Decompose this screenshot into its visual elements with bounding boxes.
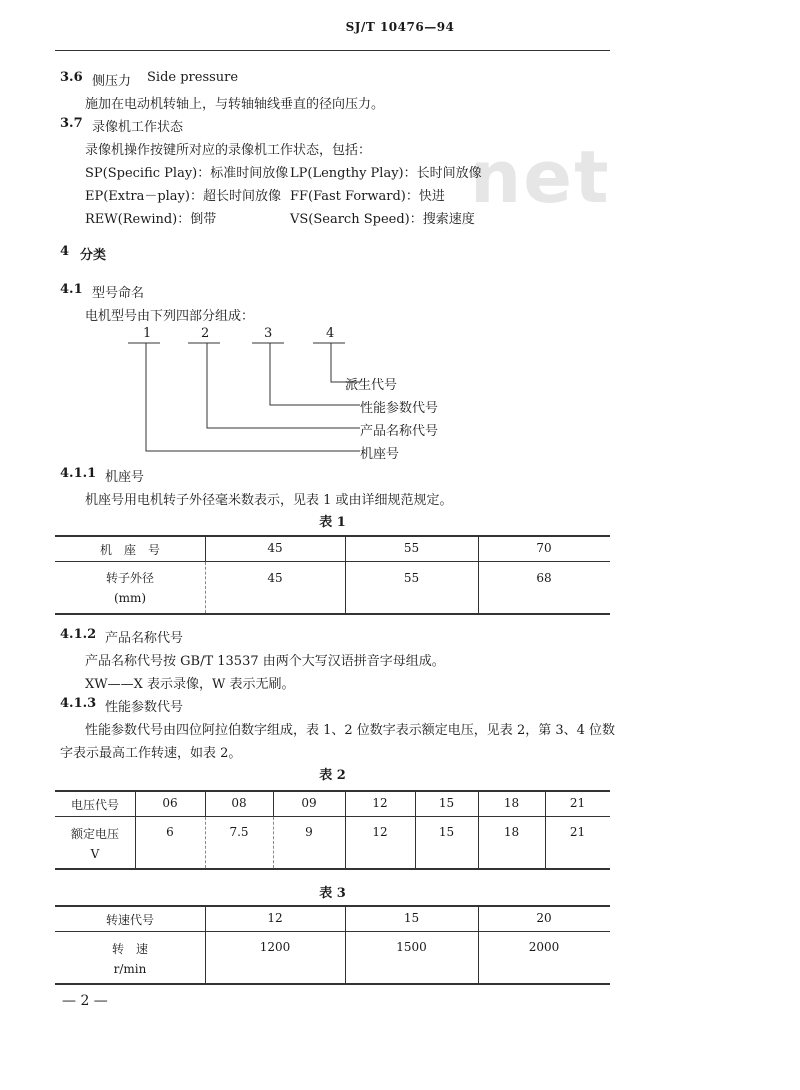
table-2-cell: 7.5 — [229, 825, 249, 839]
label-frame-number: 机座号 — [360, 447, 400, 462]
table-2-cell: 18 — [503, 796, 520, 810]
section-4-1-3-body: 性能参数代号由四位阿拉伯数字组成，表 1、2 位数字表示额定电压，见表 2，第 3、4 位数 — [85, 723, 616, 738]
table-2-cell: 21 — [569, 825, 586, 839]
table-2-row2-label: 额定电压 — [70, 827, 119, 841]
table-2-cell: 08 — [231, 796, 247, 810]
model-part-3: 3 — [264, 326, 273, 341]
table-3-cell: 1200 — [259, 940, 291, 954]
section-4-number: 4 — [60, 244, 70, 259]
table-1-cell: 55 — [403, 541, 420, 555]
section-4-1-2-title: 产品名称代号 — [105, 631, 184, 646]
table-1-cell: 68 — [536, 571, 552, 585]
table-3-caption: 表 3 — [319, 886, 346, 901]
section-4-1-body: 电机型号由下列四部分组成： — [85, 309, 255, 324]
table-2-cell: 9 — [305, 825, 313, 839]
table-2-cell: 6 — [166, 825, 174, 839]
section-4-1-2-example: XW——X 表示录像，W 表示无刷。 — [85, 677, 295, 692]
table-3-cell: 1500 — [396, 940, 427, 954]
table-1-cell: 45 — [267, 571, 283, 585]
page-number: — 2 — — [62, 993, 108, 1009]
table-2-cell: 21 — [569, 796, 586, 810]
section-4-1-2-number: 4.1.2 — [60, 627, 97, 642]
table-1-cell: 70 — [536, 541, 552, 555]
section-3-7-number: 3.7 — [60, 116, 83, 131]
section-4-1-3-body-cont: 字表示最高工作转速，如表 2。 — [60, 746, 242, 761]
section-3-6-body: 施加在电动机转轴上，与转轴轴线垂直的径向压力。 — [85, 97, 385, 112]
section-4-title: 分类 — [80, 248, 107, 263]
table-1-cell: 45 — [267, 541, 283, 555]
table-2-caption: 表 2 — [319, 768, 346, 783]
label-product-name-code: 产品名称代号 — [360, 424, 439, 439]
label-derivative-code: 派生代号 — [345, 378, 398, 393]
section-4-1-1-number: 4.1.1 — [60, 466, 97, 481]
table-1-row2-label: 转子外径 — [105, 571, 154, 585]
section-3-6-number: 3.6 — [60, 70, 83, 85]
table-1-row2-unit: (mm) — [113, 591, 147, 605]
table-2-cell: 12 — [372, 825, 388, 839]
table-3-row2-unit: r/min — [113, 962, 147, 976]
table-1-caption: 表 1 — [319, 515, 346, 530]
table-2-cell: 15 — [438, 825, 455, 839]
mode-sp: SP(Specific Play)：标准时间放像 — [85, 166, 289, 181]
section-4-1-3-title: 性能参数代号 — [105, 700, 184, 715]
table-1-cell: 55 — [403, 571, 420, 585]
section-3-7-title: 录像机工作状态 — [92, 120, 184, 135]
section-4-1-1-title: 机座号 — [105, 470, 145, 485]
table-3-cell: 15 — [403, 911, 420, 925]
table-2-cell: 18 — [503, 825, 520, 839]
label-performance-code: 性能参数代号 — [360, 401, 439, 416]
table-1-row1-label: 机 座 号 — [99, 543, 160, 557]
table-3-row1-label: 转速代号 — [105, 913, 154, 927]
section-3-6-title-en: Side pressure — [147, 70, 239, 85]
standard-code-header: SJ/T 10476—94 — [345, 20, 455, 34]
table-3-row2-label: 转 速 — [111, 942, 148, 956]
table-3-cell: 12 — [267, 911, 283, 925]
model-part-4: 4 — [326, 326, 335, 341]
table-2-row2-unit: V — [90, 847, 100, 861]
table-3-cell: 20 — [536, 911, 552, 925]
model-part-1: 1 — [143, 326, 152, 341]
table-2-cell: 09 — [301, 796, 317, 810]
section-4-1-1-body: 机座号用电机转子外径毫米数表示，见表 1 或由详细规范规定。 — [85, 493, 453, 508]
mode-lp: LP(Lengthy Play)：长时间放像 — [290, 166, 482, 181]
table-3-cell: 2000 — [528, 940, 560, 954]
mode-vs: VS(Search Speed)：搜索速度 — [290, 212, 475, 227]
section-3-7-body: 录像机操作按键所对应的录像机工作状态，包括： — [85, 143, 372, 158]
table-2-cell: 06 — [162, 796, 178, 810]
section-4-1-number: 4.1 — [60, 282, 83, 297]
mode-ep: EP(Extra－play)：超长时间放像 — [85, 189, 281, 204]
mode-ff: FF(Fast Forward)：快进 — [290, 189, 445, 204]
model-part-2: 2 — [201, 326, 210, 341]
section-4-1-2-body: 产品名称代号按 GB/T 13537 由两个大写汉语拼音字母组成。 — [85, 654, 445, 669]
mode-rew: REW(Rewind)：倒带 — [85, 212, 217, 227]
watermark: net — [470, 135, 611, 219]
table-2-cell: 12 — [372, 796, 388, 810]
section-4-1-3-number: 4.1.3 — [60, 696, 97, 711]
table-2-row1-label: 电压代号 — [70, 798, 119, 812]
section-3-6-title: 侧压力 — [92, 74, 132, 89]
section-4-1-title: 型号命名 — [92, 286, 145, 301]
table-2-cell: 15 — [438, 796, 455, 810]
